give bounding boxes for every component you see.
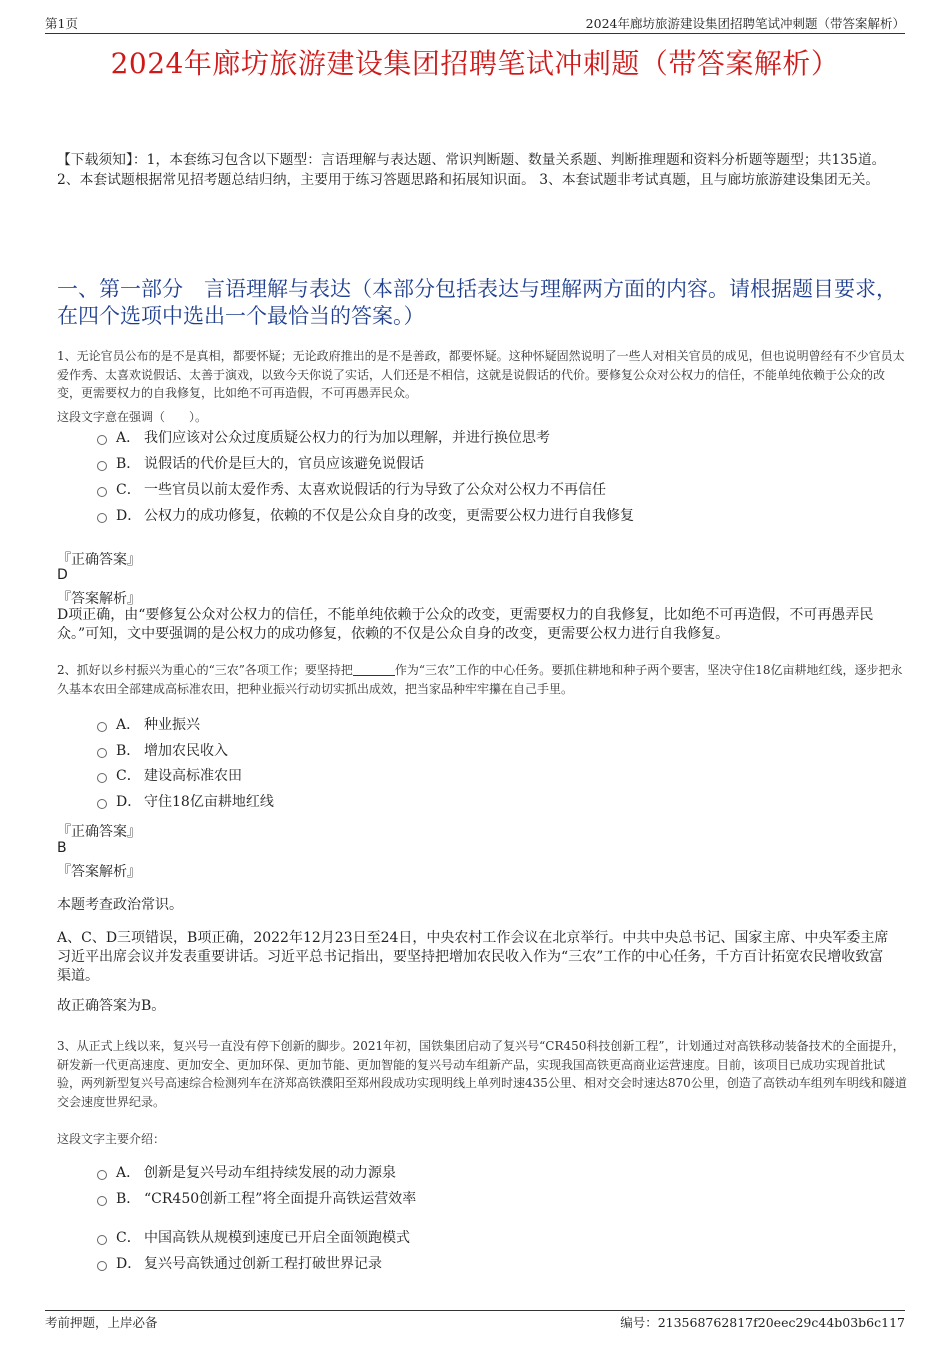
download-notice: 【下载须知】：1，本套练习包含以下题型：言语理解与表达题、常识判断题、数量关系题、判断推理题和资料分析题等题型；共135道。 2、本套试题根据常见招考题总结归纳，主要用于练习答题思路和拓展知识面。 3、本套试题非考试真题，且与廊坊旅游建设集团无关。 [57, 152, 886, 188]
q3-option-d[interactable] [97, 1254, 382, 1274]
option-text: 中国高铁从规模到速度已开启全面领跑模式 [144, 1230, 410, 1246]
radio-icon[interactable] [97, 748, 107, 758]
option-letter: A． [116, 1165, 141, 1181]
q2-analysis-intro: 本题考查政治常识。 [57, 897, 183, 913]
q1-option-d[interactable] [97, 506, 634, 526]
q1-answer: D [57, 567, 68, 583]
option-letter: A． [116, 717, 141, 733]
header-divider [45, 33, 905, 34]
radio-icon[interactable] [97, 1170, 107, 1180]
question-2-stem [57, 661, 907, 698]
q2-stem-after: 作为“三农”工作的中心任务。要抓住耕地和种子两个要害，坚决守住18亿亩耕地红线，逐步把永久基本农田全部建成高标准农田，把种业振兴行动切实抓出成效，把当家品种牢牢攥在自己手里。 [57, 663, 903, 696]
fill-blank [353, 663, 395, 676]
option-text: 复兴号高铁通过创新工程打破世界记录 [144, 1256, 382, 1272]
option-letter: B． [116, 1191, 141, 1207]
radio-icon[interactable] [97, 1235, 107, 1245]
option-text: 公权力的成功修复，依赖的不仅是公众自身的改变，更需要公权力进行自我修复 [144, 508, 634, 524]
question-3-stem: 3、从正式上线以来，复兴号一直没有停下创新的脚步。2021年初，国铁集团启动了复兴号“CR450科技创新工程”，计划通过对高铁移动装备技术的全面提升，研发新一代更高速度、更加安全、更加环保、更加节能、更加智能的复兴号动车组新产品，实现我国高铁更高商业运营速度。目前，该项目已成功实现首批试验，两列新型复兴号高速综合检测列车在济郑高铁濮阳至郑州段成功实现明线上单列时速435公里、相对交会时速达870公里，创造了高铁动车组列车明线和隧道交会速度世界纪录。 [57, 1039, 907, 1109]
radio-icon[interactable] [97, 1196, 107, 1206]
option-letter: A． [116, 430, 141, 446]
question-1-ask: 这段文字意在强调（ ）。 [57, 410, 208, 424]
page-number: 第1页 [45, 16, 78, 31]
option-letter: C． [116, 482, 141, 498]
q1-option-b[interactable] [97, 454, 424, 474]
option-text: 种业振兴 [144, 717, 200, 733]
option-text: 守住18亿亩耕地红线 [144, 794, 274, 810]
option-text: 说假话的代价是巨大的，官员应该避免说假话 [144, 456, 424, 472]
question-1-stem: 1、无论官员公布的是不是真相，都要怀疑；无论政府推出的是不是善政，都要怀疑。这种怀疑固然说明了一些人对相关官员的成见，但也说明曾经有不少官员太爱作秀、太喜欢说假话、太善于演戏，以致今天你说了实话，人们还是不相信，这就是说假话的代价。要修复公众对公权力的信任，不能单纯依赖于公众的改变，更需要权力的自我修复，比如绝不可再造假，不可再愚弄民众。 [57, 349, 905, 400]
option-letter: C． [116, 768, 141, 784]
option-letter: D． [116, 794, 142, 810]
footer-divider [45, 1310, 905, 1311]
footer-serial: 编号：213568762817f20eec29c44b03b6c117 [620, 1315, 905, 1330]
q2-option-d[interactable] [97, 792, 274, 812]
q2-analysis-label: 『答案解析』 [57, 864, 141, 880]
option-text: 创新是复兴号动车组持续发展的动力源泉 [144, 1165, 396, 1181]
option-letter: B． [116, 456, 141, 472]
option-letter: C． [116, 1230, 141, 1246]
radio-icon[interactable] [97, 513, 107, 523]
q1-analysis-label: 『答案解析』 [57, 591, 141, 607]
footer-slogan: 考前押题，上岸必备 [45, 1315, 158, 1330]
q3-option-b[interactable] [97, 1189, 416, 1209]
option-text: 增加农民收入 [144, 743, 228, 759]
option-text: 一些官员以前太爱作秀、太喜欢说假话的行为导致了公众对公权力不再信任 [144, 482, 606, 498]
q1-option-a[interactable] [97, 428, 550, 448]
radio-icon[interactable] [97, 435, 107, 445]
option-letter: B． [116, 743, 141, 759]
q2-option-c[interactable] [97, 766, 242, 786]
q3-option-a[interactable] [97, 1163, 396, 1183]
option-text: 建设高标准农田 [144, 768, 242, 784]
q2-option-b[interactable] [97, 741, 228, 761]
question-3-ask: 这段文字主要介绍： [57, 1132, 166, 1146]
option-text: “CR450创新工程”将全面提升高铁运营效率 [144, 1191, 417, 1207]
q1-analysis: D项正确，由“要修复公众对公权力的信任，不能单纯依赖于公众的改变，更需要权力的自我修复，比如绝不可再造假，不可再愚弄民众。”可知，文中要强调的是公权力的成功修复，依赖的不仅是公众自身的改变，更需要公权力进行自我修复。 [57, 607, 874, 642]
q1-option-c[interactable] [97, 480, 606, 500]
section-heading: 一、第一部分 言语理解与表达（本部分包括表达与理解两方面的内容。请根据题目要求，在四个选项中选出一个最恰当的答案。） [57, 277, 897, 328]
radio-icon[interactable] [97, 487, 107, 497]
radio-icon[interactable] [97, 799, 107, 809]
running-title: 2024年廊坊旅游建设集团招聘笔试冲刺题（带答案解析） [585, 16, 905, 31]
q2-analysis-conclusion: 故正确答案为B。 [57, 998, 166, 1014]
q2-option-a[interactable] [97, 715, 200, 735]
option-letter: D． [116, 508, 142, 524]
radio-icon[interactable] [97, 722, 107, 732]
q2-answer: B [57, 840, 67, 856]
option-letter: D． [116, 1256, 142, 1272]
q1-answer-label: 『正确答案』 [57, 552, 141, 568]
document-title: 2024年廊坊旅游建设集团招聘笔试冲刺题（带答案解析） [110, 47, 840, 80]
radio-icon[interactable] [97, 1261, 107, 1271]
q3-option-c[interactable] [97, 1228, 410, 1248]
q2-analysis-body: A、C、D三项错误，B项正确，2022年12月23日至24日，中央农村工作会议在北京举行。中共中央总书记、国家主席、中央军委主席习近平出席会议并发表重要讲话。习近平总书记指出，要坚持把增加农民收入作为“三农”工作的中心任务，千方百计拓宽农民增收致富渠道。 [57, 930, 889, 984]
option-text: 我们应该对公众过度质疑公权力的行为加以理解，并进行换位思考 [144, 430, 550, 446]
radio-icon[interactable] [97, 461, 107, 471]
radio-icon[interactable] [97, 773, 107, 783]
q2-answer-label: 『正确答案』 [57, 824, 141, 840]
q2-stem-before: 2、抓好以乡村振兴为重心的“三农”各项工作；要坚持把 [57, 663, 353, 677]
